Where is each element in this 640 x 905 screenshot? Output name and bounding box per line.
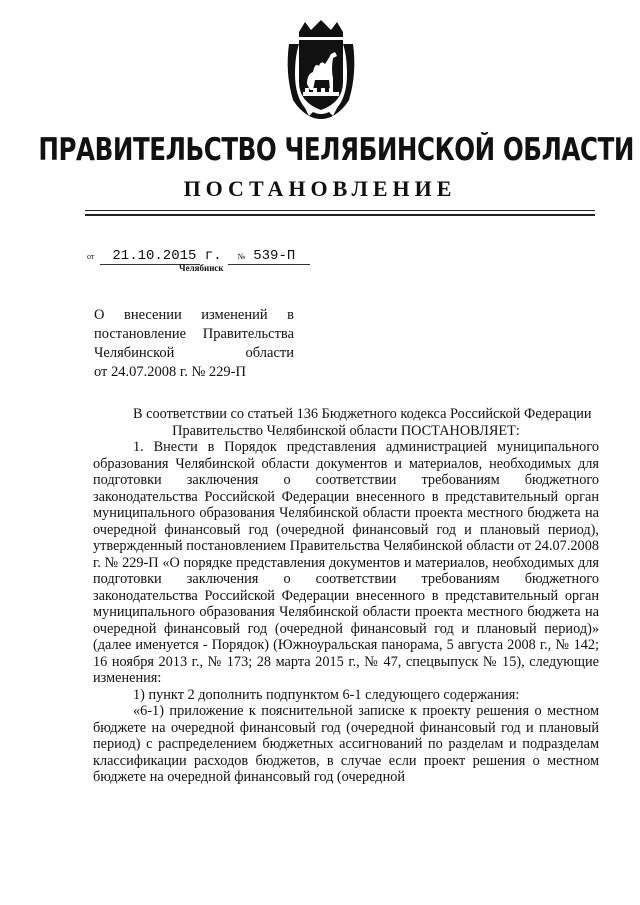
number-prefix: № xyxy=(237,252,246,261)
subject-line: О внесении изменений в xyxy=(94,307,294,323)
header-divider-thick xyxy=(85,214,595,216)
city-label: Челябинск xyxy=(179,263,224,273)
document-body xyxy=(93,406,599,786)
subject-block xyxy=(94,306,294,382)
body-paragraph-quote: «6-1) приложение к пояснительной записке к проекту решения о местном бюджете на очередной финансовый год (очередной финансовый год и плановый период) с распределением бюджетных ассигнований по разделам и подразделам классификации расходов бюджетов, в случае если проект решения о местном бюджете на очередной финансовый год (очередной xyxy=(93,703,599,785)
document-number: 539-П xyxy=(253,248,296,264)
subject-line: постановление Правительства xyxy=(94,326,294,342)
subject-line: от 24.07.2008 г. № 229-П xyxy=(94,364,246,380)
document-meta xyxy=(87,248,295,264)
subject-line: Челябинской области xyxy=(94,345,294,361)
organization-title: ПРАВИТЕЛЬСТВО ЧЕЛЯБИНСКОЙ ОБЛАСТИ xyxy=(38,132,634,168)
number-underline xyxy=(228,264,310,265)
document-date: 21.10.2015 г. xyxy=(112,248,222,264)
body-paragraph-item-1: 1. Внести в Порядок представления администрацией муниципального образования Челябинской области документов и материалов, необходимых для подготовки заключения о соответствии требованиям бюджетного законодательства Российской Федерации внесенного в представительный орган муниципального образования Челябинской области проекта местного бюджета на очередной финансовый год (очередной финансовый год и плановый период), утвержденный постановлением Правительства Челябинской области от 24.07.2008 г. № 229-П «О порядке представления документов и материалов, необходимых для подготовки заключения о соответствии требованиям бюджетного законодательства Российской Федерации внесенного в представительный орган муниципального образования Челябинской области проекта местного бюджета на очередной финансовый год (очередной финансовый год и плановый период)» (далее именуется - Порядок) (Южноуральская панорама, 5 августа 2008 г., № 142; 16 ноября 2013 г., № 173; 28 марта 2015 г., № 47, спецвыпуск № 15), следующие изменения: xyxy=(93,439,599,686)
date-prefix: от xyxy=(87,252,95,261)
header-divider-thin xyxy=(85,210,595,211)
body-paragraph-resolves: Правительство Челябинской области ПОСТАНОВЛЯЕТ: xyxy=(172,422,520,439)
coat-of-arms-emblem xyxy=(283,18,359,122)
body-paragraph-subitem-1: 1) пункт 2 дополнить подпунктом 6-1 следующего содержания: xyxy=(133,686,520,703)
document-type-heading: ПОСТАНОВЛЕНИЕ xyxy=(183,176,457,201)
body-paragraph-legal-basis: В соответствии со статьей 136 Бюджетного кодекса Российской Федерации xyxy=(133,406,592,422)
